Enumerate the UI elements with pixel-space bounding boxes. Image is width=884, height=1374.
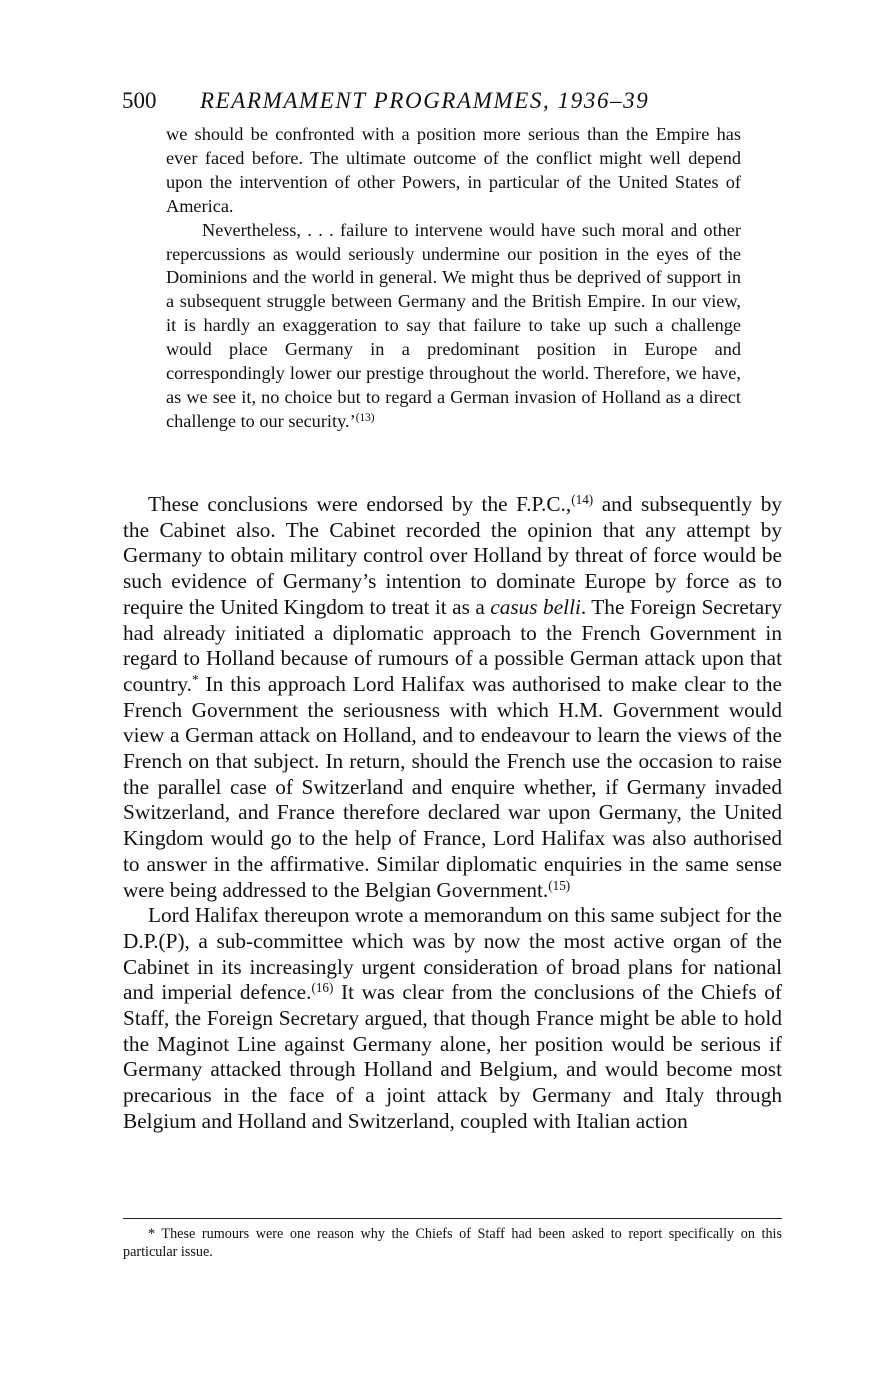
body-text-segment: In this approach Lord Halifax was authorised to make clear to the French Government the seriousness with which H.M. Government would view a German attack on Holland, and to endeavour to learn the views of the French on that subject. In return, should the French use the occasion to raise the parallel case of Switzerland and enquire whether, if Germany invaded Switzerland, and France therefore declared war upon Germany, the United Kingdom would go to the help of France, Lord Halifax was also authorised to answer in the affirmative. Similar diplomatic enquiries in the same sense were being addressed to the Belgian Government. — [123, 671, 782, 902]
body-text-segment: It was clear from the conclusions of the Chiefs of Staff, the Foreign Secretary argued, that though France might be able to hold the Maginot Line against Germany alone, her position would be serious if Germany attacked through Holland and Belgium, and would become most precarious in the face of a joint attack by Germany and Italy through Belgium and Holland and Switzerland, coupled with Italian action — [123, 980, 782, 1133]
footnote-reference: (14) — [571, 491, 594, 507]
main-text — [123, 492, 782, 1135]
page-number: 500 — [122, 88, 157, 113]
page-header — [122, 84, 782, 118]
body-paragraph — [123, 492, 782, 903]
quote-text: Nevertheless, . . . failure to intervene would have such moral and other repercussions as would seriously undermine our position in the eyes of the Dominions and the world in general. We might thus be deprived of support in a subsequent struggle between Germany and the British Empire. In our view, it is hardly an exaggeration to say that failure to take up such a challenge would place Germany in a predominant position in Europe and correspondingly lower our prestige throughout the world. Therefore, we have, as we see it, no choice but to regard a German invasion of Holland as a direct challenge to our security.’ — [166, 219, 741, 431]
italic-term: casus belli — [490, 594, 581, 619]
footnote-paragraph — [123, 1226, 782, 1262]
body-text-segment: Lord Halifax thereupon wrote a memorandum on this same subject for the D.P.(P), a sub-committee which was by now the most active organ of the Cabinet in its increasingly urgent consideration of broad plans for national and imperial defence. — [123, 903, 782, 1005]
footnote-divider — [123, 1218, 782, 1219]
footnote-reference: (13) — [355, 411, 375, 424]
quote-text: we should be confronted with a position more serious than the Empire has ever faced before. The ultimate outcome of the conflict might well depend upon the intervention of other Powers, in particular of the United States of America. — [166, 124, 741, 216]
footnote-reference: (16) — [311, 980, 334, 996]
quote-paragraph — [166, 123, 741, 219]
block-quote — [166, 123, 741, 434]
body-text-segment: . The Foreign Secretary had already initiated a diplomatic approach to the French Government in regard to Holland because of rumours of a possible German attack upon that country. — [123, 594, 782, 696]
body-text-segment: and subsequently by the Cabinet also. The Cabinet recorded the opinion that any attempt by Germany to obtain military control over Holland by threat of force would be such evidence of Germany’s intention to dominate Europe by force as to require the United Kingdom to treat it as a — [123, 492, 782, 619]
body-text-segment: These conclusions were endorsed by the F.P.C., — [148, 492, 572, 516]
body-paragraph — [123, 903, 782, 1134]
footnote-text: These rumours were one reason why the Chiefs of Staff had been asked to report specifically on this particular issue. — [123, 1226, 782, 1260]
footnote — [123, 1226, 782, 1262]
footnote-marker: * — [192, 671, 199, 687]
footnote-marker: * — [148, 1226, 156, 1242]
footnote-reference: (15) — [548, 877, 571, 893]
running-title: REARMAMENT PROGRAMMES, 1936–39 — [200, 88, 650, 113]
quote-paragraph — [166, 219, 741, 434]
